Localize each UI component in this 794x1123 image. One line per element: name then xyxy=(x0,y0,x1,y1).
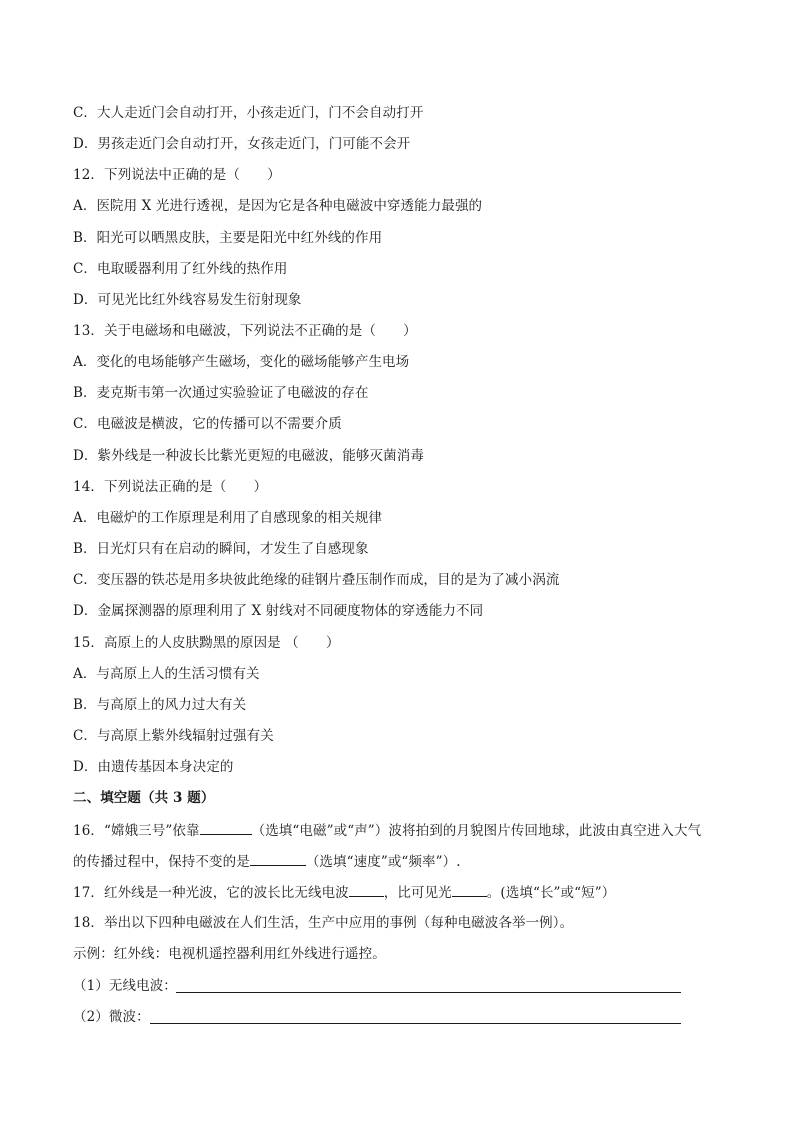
q13-option-d: D．紫外线是一种波长比紫光更短的电磁波，能够灭菌消毒 xyxy=(73,448,424,464)
q16-text-4: （选填“速度”或“频率”）. xyxy=(305,854,461,870)
q14-stem: 14．下列说法正确的是（ ） xyxy=(73,479,268,495)
q12-stem: 12．下列说法中正确的是（ ） xyxy=(73,167,281,183)
q15-option-c: C．与高原上紫外线辐射过强有关 xyxy=(73,728,274,744)
q13-stem: 13．关于电磁场和电磁波，下列说法不正确的是（ ） xyxy=(73,323,417,339)
q14-option-c: C．变压器的铁芯是用多块彼此绝缘的硅钢片叠压制作而成，目的是为了减小涡流 xyxy=(73,572,560,588)
q18-sub-1-label: （1）无线电波： xyxy=(73,978,177,994)
q15-option-b: B．与高原上的风力过大有关 xyxy=(73,697,247,713)
q15-option-a: A．与高原上人的生活习惯有关 xyxy=(73,666,260,682)
q14-option-d: D．金属探测器的原理利用了 X 射线对不同硬度物体的穿透能力不同 xyxy=(73,603,484,619)
q11-option-d: D．男孩走近门会自动打开，女孩走近门，门可能不会开 xyxy=(73,136,411,152)
q14-option-a: A．电磁炉的工作原理是利用了自感现象的相关规律 xyxy=(73,510,383,526)
q17-blank-1[interactable] xyxy=(349,883,384,897)
q18-sub-2-label: （2）微波： xyxy=(73,1009,150,1025)
q14-option-b: B．日光灯只有在启动的瞬间，才发生了自感现象 xyxy=(73,541,369,557)
q18-sub-1-answer-line[interactable] xyxy=(176,991,681,993)
q16-blank-1[interactable] xyxy=(200,821,252,835)
q16-line-1 xyxy=(73,821,701,840)
q17-text-1: 17．红外线是一种光波，它的波长比无线电波 xyxy=(73,885,349,901)
q18-example: 示例：红外线：电视机遥控器利用红外线进行遥控。 xyxy=(73,946,386,962)
q17-blank-2[interactable] xyxy=(452,883,487,897)
q15-stem: 15．高原上的人皮肤黝黑的原因是 （ ） xyxy=(73,635,340,651)
q16-blank-2[interactable] xyxy=(250,852,306,866)
q13-option-a: A．变化的电场能够产生磁场，变化的磁场能够产生电场 xyxy=(73,354,410,370)
q12-option-b: B．阳光可以晒黑皮肤，主要是阳光中红外线的作用 xyxy=(73,230,383,246)
section-fill-in-title: 二、填空题（共 3 题） xyxy=(73,790,215,806)
q11-option-c: C．大人走近门会自动打开，小孩走近门，门不会自动打开 xyxy=(73,105,424,121)
q12-option-d: D．可见光比红外线容易发生衍射现象 xyxy=(73,292,302,308)
q16-text-1: 16．“嫦娥三号”依靠 xyxy=(73,823,200,839)
q13-option-c: C．电磁波是横波，它的传播可以不需要介质 xyxy=(73,416,342,432)
q16-text-2: （选填“电磁”或“声”）波将拍到的月貌图片传回地球，此波由真空进入大气 xyxy=(251,823,702,839)
q16-text-3: 的传播过程中，保持不变的是 xyxy=(73,854,250,870)
q18-sub-2-answer-line[interactable] xyxy=(150,1022,681,1024)
q18-stem: 18．举出以下四种电磁波在人们生活，生产中应用的事例（每种电磁波各举一例）。 xyxy=(73,915,574,931)
q17-text-2: ，比可见光 xyxy=(383,885,452,901)
q16-line-2 xyxy=(73,852,461,871)
q17-text-3: 。(选填“长”或“短”） xyxy=(486,885,616,901)
q17-line xyxy=(73,883,615,902)
q13-option-b: B．麦克斯韦第一次通过实验验证了电磁波的存在 xyxy=(73,385,369,401)
q15-option-d: D．由遗传基因本身决定的 xyxy=(73,759,234,775)
q12-option-a: A．医院用 X 光进行透视，是因为它是各种电磁波中穿透能力最强的 xyxy=(73,198,483,214)
q12-option-c: C．电取暖器利用了红外线的热作用 xyxy=(73,261,288,277)
